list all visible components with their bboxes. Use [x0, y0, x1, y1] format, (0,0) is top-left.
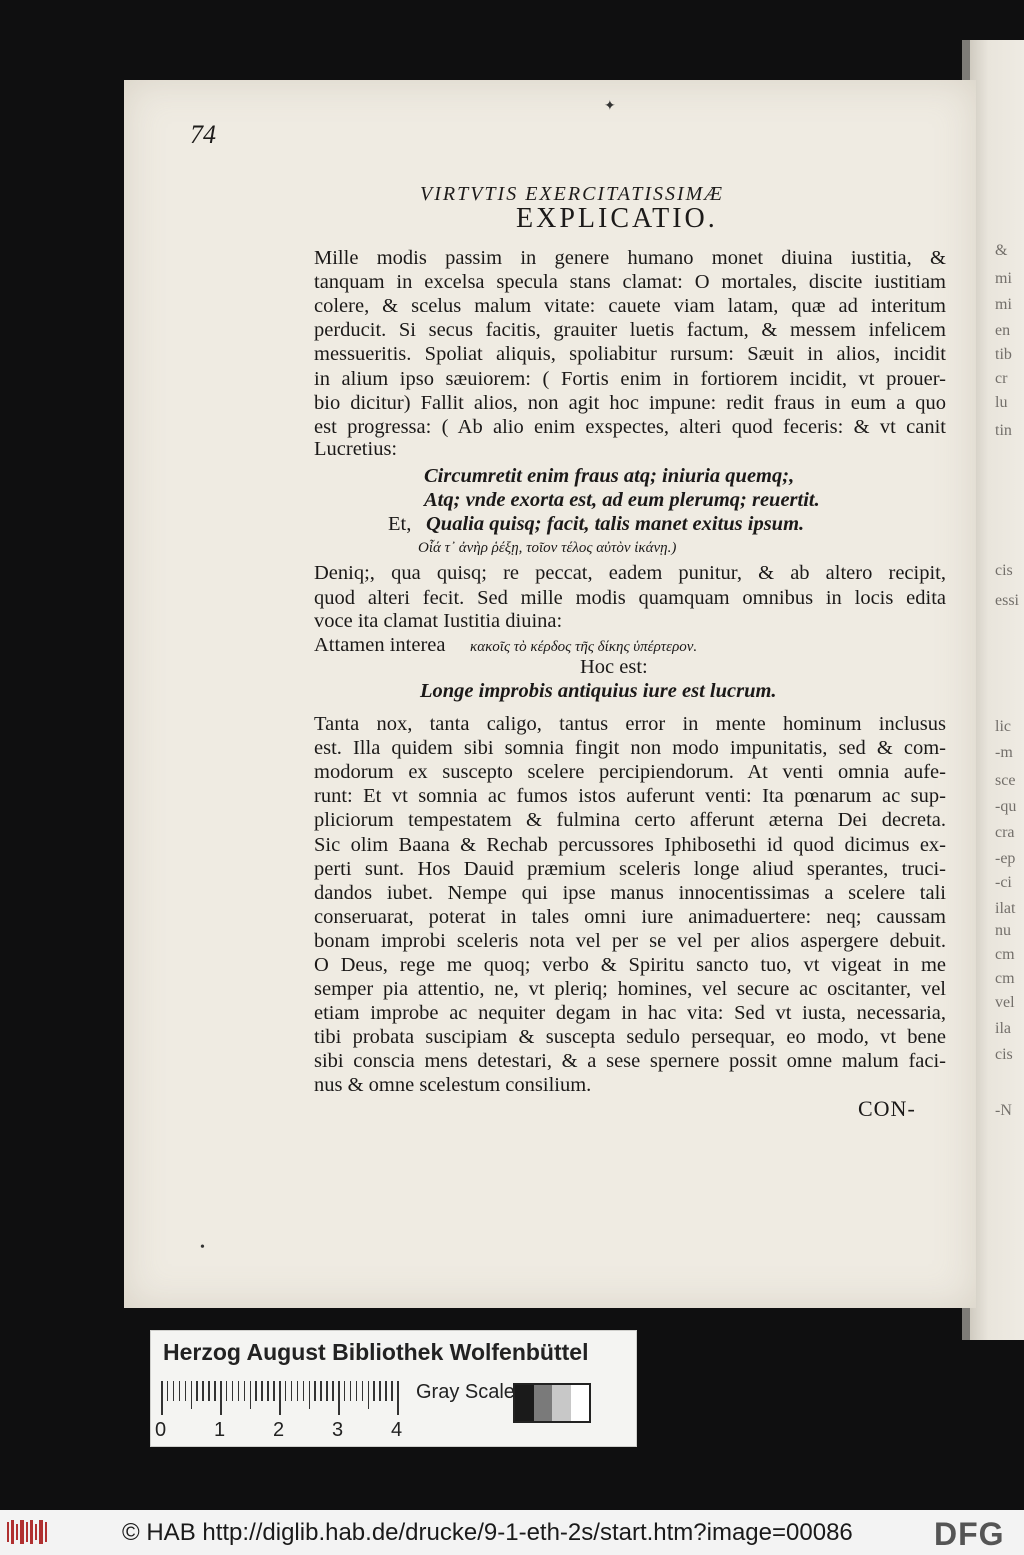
ruler-tick [208, 1381, 210, 1401]
ruler-tick [379, 1381, 381, 1401]
ruler-tick [291, 1381, 293, 1401]
text-line: Tanta nox, tanta caligo, tantus error in mente hominum inclusus [314, 713, 946, 735]
edge-fragment: mi [995, 296, 1012, 313]
gray-scale-swatches [513, 1383, 591, 1423]
running-head: VIRTVTIS EXERCITATISSIMÆ [420, 183, 725, 205]
ruler-tick [297, 1381, 299, 1401]
verse-line: Circumretit enim fraus atq; iniuria quemq;, [424, 465, 795, 487]
gray-scale-label: Gray Scale [416, 1381, 515, 1403]
text-line: Attamen interea [314, 634, 446, 656]
ruler-tick [350, 1381, 352, 1401]
edge-fragment: ilat [995, 900, 1016, 917]
text-line: runt: Et vt somnia ac fumos istos auferunt venti: Ita pœnarum ac sup- [314, 785, 946, 808]
edge-fragment: -ep [995, 850, 1016, 867]
edge-fragment: cm [995, 946, 1015, 963]
text-line: conseruarat, poterat in tales omni iure animaduertere: neq; caussam [314, 905, 946, 928]
ruler-tick [397, 1381, 399, 1415]
catchword: CON- [858, 1096, 916, 1121]
ruler-tick [255, 1381, 257, 1401]
ruler-tick [232, 1381, 234, 1401]
edge-fragment: en [995, 322, 1011, 339]
verse-line: Qualia quisq; facit, talis manet exitus ipsum. [426, 513, 805, 535]
text-line: Hoc est: [580, 656, 648, 678]
text-line: Lucretius: [314, 438, 398, 460]
footer [0, 1510, 1024, 1555]
edge-fragment: nu [995, 922, 1011, 939]
ruler-tick [314, 1381, 316, 1401]
ruler-tick [167, 1381, 169, 1401]
text-line: bio dicitur) Fallit alios, non agit hoc impune: redit fraus in eum a quo [314, 391, 946, 414]
ruler-tick [373, 1381, 375, 1401]
ruler-tick [161, 1381, 163, 1415]
ruler-tick [261, 1381, 263, 1401]
ruler-tick [250, 1381, 252, 1409]
edge-fragment: & [995, 242, 1008, 259]
text-line: etiam improbe ac nequiter degam in hac vita: Sed vt iusta, necessaria, [314, 1002, 946, 1025]
ruler-tick [332, 1381, 334, 1401]
edge-fragment: cis [995, 562, 1013, 579]
text-line: perducit. Si secus facitis, grauiter luetis factum, & messem infelicem [314, 319, 946, 342]
ruler-tick [279, 1381, 281, 1415]
ruler-tick [214, 1381, 216, 1401]
ruler-tick [273, 1381, 275, 1401]
text-line: perti sunt. Hos Dauid præmium sceleris longe aliud sperantes, truci- [314, 857, 946, 880]
text-line: Deniq;, qua quisq; re peccat, eadem punitur, & ab altero recipit, [314, 562, 946, 584]
text-line: colere, & scelus malum vitate: cauete viam latam, quæ ad interitum [314, 295, 946, 318]
text-line: tibi probata suscipiam & suscepta sedulo persequar, eo modo, vt bene [314, 1026, 946, 1049]
text-line: in alium ipso sæuiorem: ( Fortis enim in fortiorem incidit, vt prouer- [314, 367, 946, 390]
edge-fragment: essi [995, 592, 1019, 609]
edge-fragment: lu [995, 394, 1008, 411]
edge-fragment: sce [995, 772, 1016, 789]
text-line: est progressa: ( Ab alio enim exspectes, alteri quod feceris: & vt canit [314, 415, 946, 438]
ruler-tick [185, 1381, 187, 1401]
section-heading: EXPLICATIO. [516, 203, 718, 234]
edge-fragment: ila [995, 1020, 1011, 1037]
dfg-logo: DFG [934, 1516, 1005, 1552]
verse-prefix: Et, [388, 513, 412, 535]
ruler-tick [238, 1381, 240, 1401]
page-mark: • [200, 1240, 205, 1255]
ruler-tick [226, 1381, 228, 1401]
gray-swatch [515, 1385, 534, 1421]
ruler-tick [356, 1381, 358, 1401]
edge-fragment: tin [995, 422, 1012, 439]
edge-fragment: cra [995, 824, 1015, 841]
text-line: tanquam in excelsa specula stans clamat: O mortales, discite iustitiam [314, 271, 946, 294]
ruler-number: 0 [155, 1419, 167, 1441]
edge-fragment: -qu [995, 798, 1017, 815]
library-name: Herzog August Bibliothek Wolfenbüttel [163, 1339, 589, 1365]
ruler-tick [191, 1381, 193, 1409]
edge-fragment: cr [995, 370, 1008, 387]
gray-swatch [571, 1385, 590, 1421]
copyright-url[interactable]: © HAB http://diglib.hab.de/drucke/9-1-eth-2s/start.htm?image=00086 [122, 1519, 853, 1546]
text-line: modorum ex suscepto scelere percipiendorum. At venti omnia aufe- [314, 761, 946, 784]
greek-line: κακοῖς τὸ κέρδος τῆς δίκης ὑπέρτερον. [470, 639, 698, 655]
ruler-tick [385, 1381, 387, 1401]
greek-line: Οἷά τ᾽ ἀνὴρ ῥέξῃ, τοῖον τέλος αὐτὸν ἱκάνῃ.) [418, 540, 677, 556]
edge-fragment: tib [995, 346, 1012, 363]
ruler-tick [173, 1381, 175, 1401]
text-line: quod alteri fecit. Sed mille modis quamquam omnibus in locis edita [314, 586, 946, 609]
text-line: est. Illa quidem sibi somnia fingit non modo impunitatis, sed & com- [314, 737, 946, 760]
ruler-tick [202, 1381, 204, 1401]
ruler-tick [303, 1381, 305, 1401]
gray-swatch [534, 1385, 553, 1421]
barcode-logo-icon [6, 1518, 48, 1546]
ruler-number: 1 [214, 1419, 226, 1441]
text-line: dandos iubet. Nempe qui ipse manus innocentissimas a scelere tali [314, 881, 946, 904]
text-line: O Deus, rege me quoq; verbo & Spiritu sancto tuo, vt vigeat in me [314, 954, 946, 976]
edge-fragment: -N [995, 1102, 1012, 1119]
ruler-tick [344, 1381, 346, 1401]
ruler-number: 3 [332, 1419, 344, 1441]
edge-fragment: cis [995, 1046, 1013, 1063]
ruler-tick [196, 1381, 198, 1401]
edge-fragment: cm [995, 970, 1015, 987]
ruler-number: 2 [273, 1419, 285, 1441]
text-line: messueritis. Spoliat aliquis, spoliabitur rursum: Sæuit in alios, incidit [314, 343, 946, 366]
italic-line: Longe improbis antiquius iure est lucrum. [420, 680, 777, 702]
edge-fragment: -m [995, 744, 1013, 761]
ruler-tick [391, 1381, 393, 1401]
ruler-tick [244, 1381, 246, 1401]
ruler-tick [309, 1381, 311, 1409]
edge-fragment: mi [995, 270, 1012, 287]
text-line: bonam improbi sceleris nota vel per se vel per alios aspergere debuit. [314, 929, 946, 952]
edge-fragment: lic [995, 718, 1011, 735]
ruler-tick [285, 1381, 287, 1401]
ruler-tick [320, 1381, 322, 1401]
page-number: 74 [190, 120, 216, 149]
text-line: Sic olim Baana & Rechab percussores Iphibosethi id quod dicimus ex- [314, 833, 946, 856]
ruler-tick [179, 1381, 181, 1401]
page-mark: ✦ [604, 99, 616, 114]
text-line: voce ita clamat Iustitia diuina: [314, 610, 563, 632]
ruler-tick [220, 1381, 222, 1415]
text-line: semper pia attentio, ne, vt pleriq; homines, vel secure ac oscitanter, vel [314, 978, 946, 1001]
ruler-tick [368, 1381, 370, 1409]
edge-fragment: vel [995, 994, 1015, 1011]
library-card [150, 1330, 637, 1447]
ruler-tick [326, 1381, 328, 1401]
text-line: pliciorum tempestatem & fulmina certo afferunt æterna Dei decreta. [314, 809, 946, 832]
text-line: nus & omne scelestum consilium. [314, 1074, 592, 1096]
edge-fragment: -ci [995, 874, 1012, 891]
ruler-number: 4 [391, 1419, 403, 1441]
ruler-tick [362, 1381, 364, 1401]
text-line: Mille modis passim in genere humano monet diuina iustitia, & [314, 247, 946, 269]
ruler-tick [338, 1381, 340, 1415]
ruler-tick [267, 1381, 269, 1401]
verse-line: Atq; vnde exorta est, ad eum plerumq; reuertit. [424, 489, 820, 511]
gray-swatch [552, 1385, 571, 1421]
text-line: sibi conscia mens detestari, & a sese spernere possit omne malum faci- [314, 1050, 946, 1073]
